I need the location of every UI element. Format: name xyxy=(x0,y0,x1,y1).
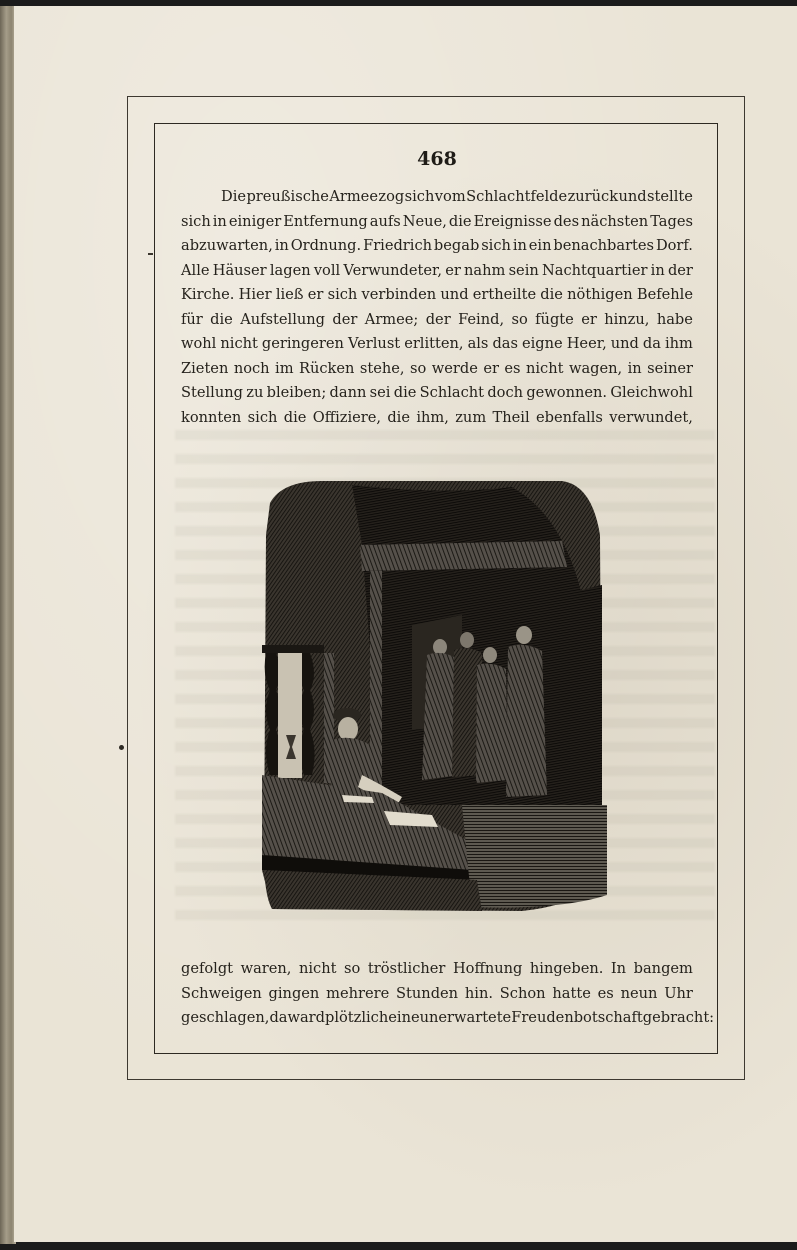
text-line: Zieten noch im Rücken stehe, so werde er es nicht wagen, in seiner xyxy=(181,359,693,377)
text-line: Alle Häuser lagen voll Verwundeter, er nahm sein Nachtquartier in der xyxy=(181,261,693,279)
text-line: Die preußische Armee zog sich vom Schlachtfelde zurück und stellte xyxy=(221,188,693,205)
text-line: sich in einiger Entfernung aufs Neue, die Ereignisse des nächsten Tages xyxy=(181,212,693,230)
text-line: Schweigen gingen mehrere Stunden hin. Schon hatte es neun Uhr xyxy=(181,984,693,1002)
paragraph-bottom xyxy=(181,957,715,1031)
page-number: 468 xyxy=(417,148,457,170)
text-line: geschlagen, da ward plötzlich eine unerwartete Freudenbotschaft gebracht: xyxy=(181,1009,715,1026)
engraving-illustration xyxy=(262,475,607,913)
margin-dot xyxy=(119,745,124,750)
text-line: für die Aufstellung der Armee; der Feind, so fügte er hinzu, habe xyxy=(181,310,693,328)
text-line: Stellung zu bleiben; dann sei die Schlacht doch gewonnen. Gleichwohl xyxy=(181,384,693,401)
paragraph-top xyxy=(181,185,693,430)
text-line: konnten sich die Offiziere, die ihm, zum Theil ebenfalls verwundet, xyxy=(181,408,693,426)
margin-mark xyxy=(148,253,153,255)
text-line: wohl nicht geringeren Verlust erlitten, als das eigne Heer, und da ihm xyxy=(181,335,693,352)
text-line: abzuwarten, in Ordnung. Friedrich begab sich in ein benachbartes Dorf. xyxy=(181,237,693,254)
text-line: gefolgt waren, nicht so tröstlicher Hoffnung hingeben. In bangem xyxy=(181,960,693,977)
text-line: Kirche. Hier ließ er sich verbinden und ertheilte die nöthigen Befehle xyxy=(181,286,693,303)
